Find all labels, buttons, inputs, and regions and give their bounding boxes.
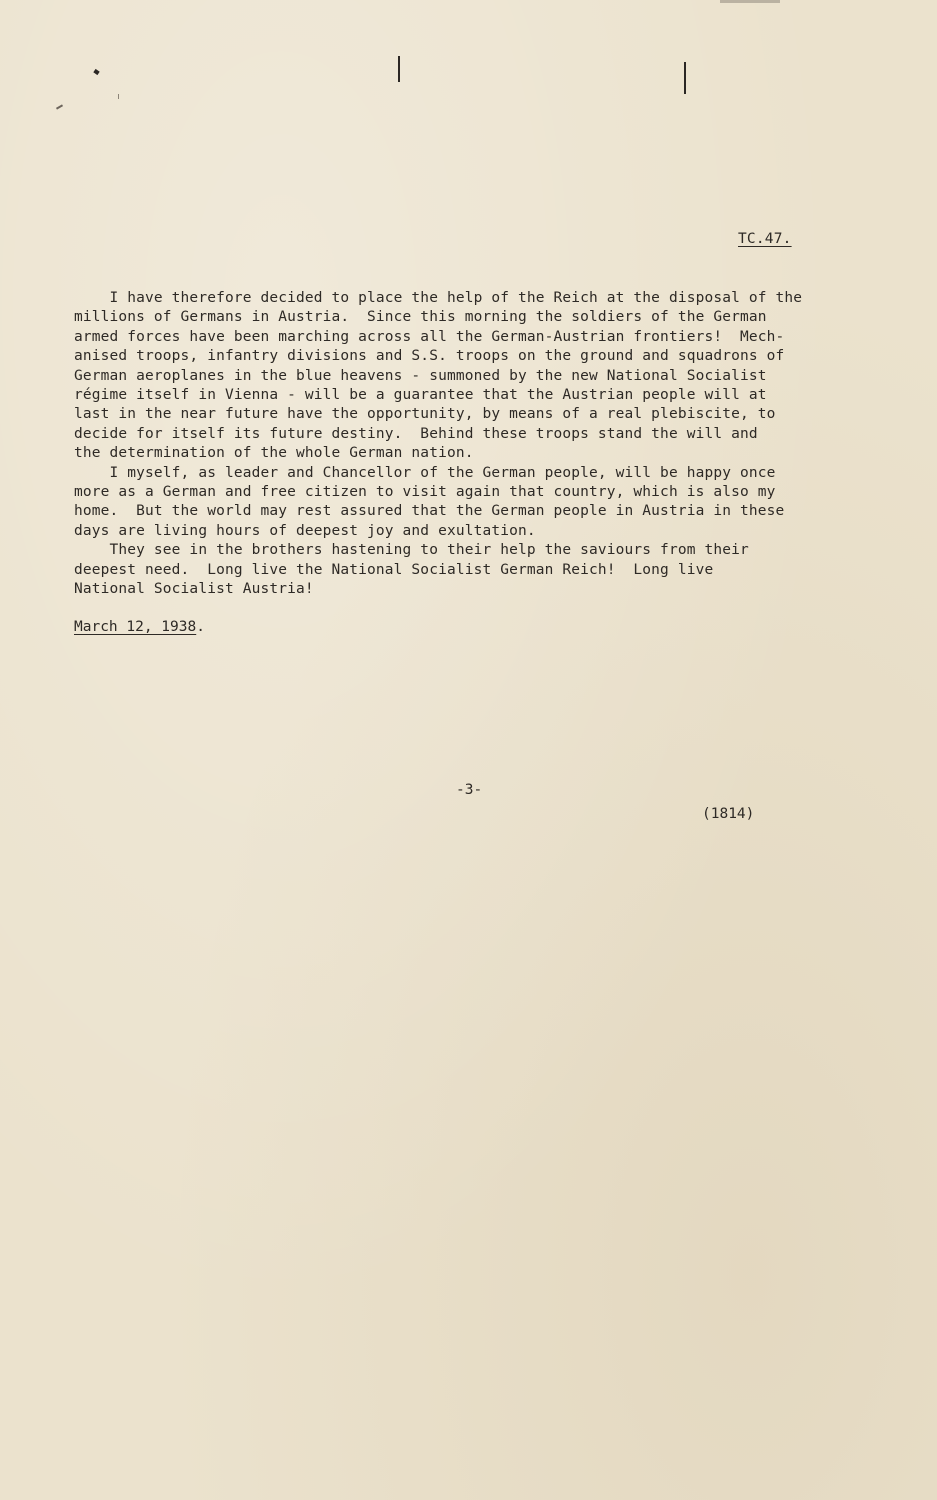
document-date bbox=[74, 619, 205, 635]
page-number: -3- bbox=[456, 782, 483, 798]
document-number: (1814) bbox=[702, 806, 755, 822]
document-reference: TC.47. bbox=[738, 231, 792, 247]
paragraph-3: They see in the brothers hastening to their help the saviours from their deepest need. Long live the National Socialist German Reich! Long live National Socialist Austria! bbox=[74, 542, 749, 598]
hole-punch-mark-left bbox=[398, 56, 400, 82]
paragraph-2: I myself, as leader and Chancellor of the German people, will be happy once more as a German and free citizen to visit again that country, which is also my home. But the world may rest assured that the German people in Austria in these days are living hours of deepest joy and exultation. bbox=[74, 464, 785, 539]
page-edge-mark bbox=[720, 0, 780, 3]
paragraph-1: I have therefore decided to place the help of the Reich at the disposal of the millions of Germans in Austria. Since this morning the soldiers of the German armed forces have been marching across all the German-Austrian frontiers! Mech- anised troops, infantry divisions and S.S. troops on the ground and squadrons of German aeroplanes in the blue heavens - summoned by the new National Socialist régime itself in Vienna - will be a guarantee that the Austrian people will at last in the near future have the opportunity, by means of a real plebiscite, to decide for itself its future destiny. Behind these troops stand the will and the determination of the whole German nation. bbox=[74, 290, 803, 462]
hole-punch-mark-right bbox=[684, 62, 686, 94]
ink-speck bbox=[56, 104, 63, 109]
ink-speck bbox=[93, 69, 99, 75]
ink-speck bbox=[118, 94, 119, 99]
document-body bbox=[74, 289, 894, 600]
date-suffix: . bbox=[196, 619, 205, 635]
date-text: March 12, 1938 bbox=[74, 619, 197, 635]
